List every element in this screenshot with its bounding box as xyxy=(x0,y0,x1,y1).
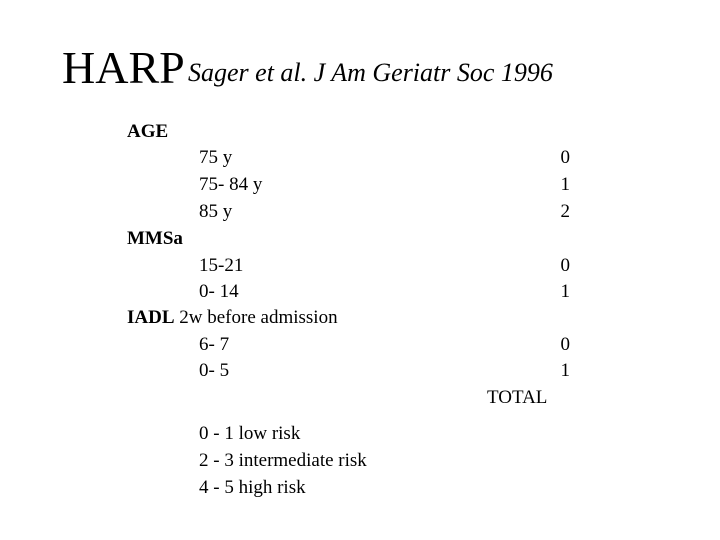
row-score: 1 xyxy=(560,360,570,381)
row-label: 85 y xyxy=(199,201,233,222)
row-score: 0 xyxy=(560,334,570,355)
row-label: 15-21 xyxy=(199,255,244,276)
row-score: 0 xyxy=(560,255,570,276)
risk-level-intermediate: 2 - 3 intermediate risk xyxy=(199,450,367,471)
risk-level-high: 4 - 5 high risk xyxy=(199,477,306,498)
row-score: 2 xyxy=(560,201,570,222)
section-heading-mmsa: MMSa xyxy=(127,228,183,249)
slide-title: HARP xyxy=(62,42,185,93)
row-score: 1 xyxy=(560,174,570,195)
section-heading-age: AGE xyxy=(127,121,169,142)
section-heading-iadl-label: IADL xyxy=(127,307,175,328)
row-score: 0 xyxy=(560,147,570,168)
row-label: 75- 84 y xyxy=(199,174,263,195)
row-label: 6- 7 xyxy=(199,334,230,355)
citation: Sager et al. J Am Geriatr Soc 1996 xyxy=(188,58,553,87)
row-label: 75 y xyxy=(199,147,233,168)
section-heading-iadl xyxy=(127,306,338,330)
row-score: 1 xyxy=(560,281,570,302)
row-label: 0- 5 xyxy=(199,360,230,381)
risk-level-low: 0 - 1 low risk xyxy=(199,423,301,444)
row-label: 0- 14 xyxy=(199,281,239,302)
section-heading-iadl-suffix: 2w before admission xyxy=(174,307,338,328)
total-label: TOTAL xyxy=(487,387,548,408)
